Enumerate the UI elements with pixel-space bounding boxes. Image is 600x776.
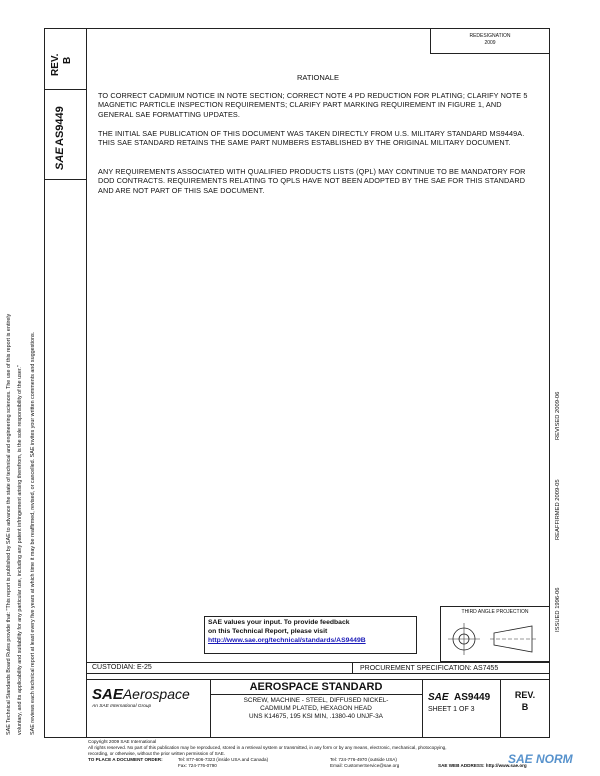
redesignation-line-1: REDESIGNATION [469,33,511,39]
title-line-2: CADMIUM PLATED, HEXAGON HEAD [260,705,372,712]
reaffirmed-date: REAFFIRMED 2009-05 [555,479,561,540]
disclaimer-line-1: SAE Technical Standards Board Rules provide that: "This report is published by SAE to advance the state of technical and engineering sciences. The use of this report is entirely [6,313,12,735]
footer-email[interactable]: Email: CustomerService@sae.org [330,763,400,768]
feedback-link[interactable]: http://www.sae.org/technical/standards/AS9449B [208,637,366,644]
footer-fax: Fax: 724-776-0790 [178,763,217,768]
rationale-paragraph-2: THE INITIAL SAE PUBLICATION OF THIS DOCUMENT WAS TAKEN DIRECTLY FROM U.S. MILITARY STANDARD MS9449A. THIS SAE STANDARD RETAINS THE SAME PART NUMBERS ESTABLISHED BY THE ORIGINAL MILITARY DOCUMENT. [98,129,525,148]
sheet-number: SHEET 1 OF 3 [428,706,475,713]
footer-tel-outside: Tel: 724-776-4970 (outside USA) [330,757,397,762]
side-rev-label: REV. [50,53,61,76]
feedback-line-1: SAE values your input. To provide feedback [208,619,350,626]
title-line-1: SCREW, MACHINE - STEEL, DIFFUSED NICKEL- [243,697,389,704]
footer-tel-inside: Tel: 877-606-7323 (inside USA and Canada) [178,757,269,762]
projection-label: THIRD ANGLE PROJECTION [461,609,529,615]
side-rev-value: B [62,56,73,64]
footer-rights-2: recording, or otherwise, without the prior written permission of SAE. [88,751,226,756]
footer-order-label: TO PLACE A DOCUMENT ORDER: [88,757,163,762]
standard-heading: AEROSPACE STANDARD [249,681,383,693]
titleblock-top-line [86,662,550,663]
rationale-paragraph-3: ANY REQUIREMENTS ASSOCIATED WITH QUALIFIED PRODUCTS LISTS (QPL) MAY CONTINUE TO BE MANDATORY FOR DOD CONTRACTS. REQUIREMENTS RELATING TO QPLS HAVE NOT BEEN ADOPTED BY THE SAE FOR THIS STANDARD AND ARE NOT PART OF THIS SAE DOCUMENT. [98,167,526,195]
revised-date: REVISED 2009-06 [555,391,561,440]
logo-aerospace: Aerospace [122,686,190,702]
feedback-line-2: on this Technical Report, please visit [208,628,328,635]
footer-rights-1: All rights reserved. No part of this publication may be reproduced, stored in a retrieval system or transmitted, in any form or by any means, electronic, mechanical, photocopying, [88,745,447,750]
footer-copyright: Copyright 2009 SAE International [88,739,157,744]
third-angle-projection-symbol [446,620,544,658]
rationale-paragraph-1: TO CORRECT CADMIUM NOTICE IN NOTE SECTION; CORRECT NOTE 4 PD REDUCTION FOR PLATING; CLARIFY NOTE 5 MAGNETIC PARTICLE INSPECTION REQUIREMENTS; CLARIFY PART MARKING REQUIREMENT IN FIGURE 1, AND GENERAL SAE FORMATTING UPDATES. [98,91,528,119]
sae-norm-watermark: SAE NORM [508,752,573,766]
disclaimer-line-3: SAE reviews each technical report at least every five years at which time it may be reaffirmed, revised, or cancelled. SAE invites your written comments and suggestions. [30,331,36,735]
titleblock-rev-value: B [521,702,529,712]
procurement-spec: PROCUREMENT SPECIFICATION: AS7455 [360,665,499,672]
titleblock-sae-logo: SAE [428,692,449,703]
logo-sae: SAE [92,686,123,703]
title-line-3: UNS K14675, 195 KSI MIN, .1380-40 UNJF-3A [249,713,383,720]
titleblock-doc-number: AS9449 [454,692,491,703]
sae-aerospace-logo [92,686,190,704]
footer-web-address[interactable]: SAE WEB ADDRESS: http://www.sae.org [438,763,527,768]
titleblock-rev-label: REV. [514,690,536,700]
side-doc-number: AS9449 [54,106,66,146]
redesignation-line-2: 2009 [484,40,496,46]
logo-tagline: An SAE International Group [92,704,152,709]
custodian: CUSTODIAN: E-25 [92,664,152,671]
rationale-heading: RATIONALE [297,73,339,82]
issued-date: ISSUED 1996-06 [555,587,561,632]
side-sae-logo: SAE [54,147,66,170]
disclaimer-line-2: voluntary, and its applicability and suitability for any particular use, including any patent infringement arising therefrom, is the sole responsibility of the user." [17,365,23,735]
